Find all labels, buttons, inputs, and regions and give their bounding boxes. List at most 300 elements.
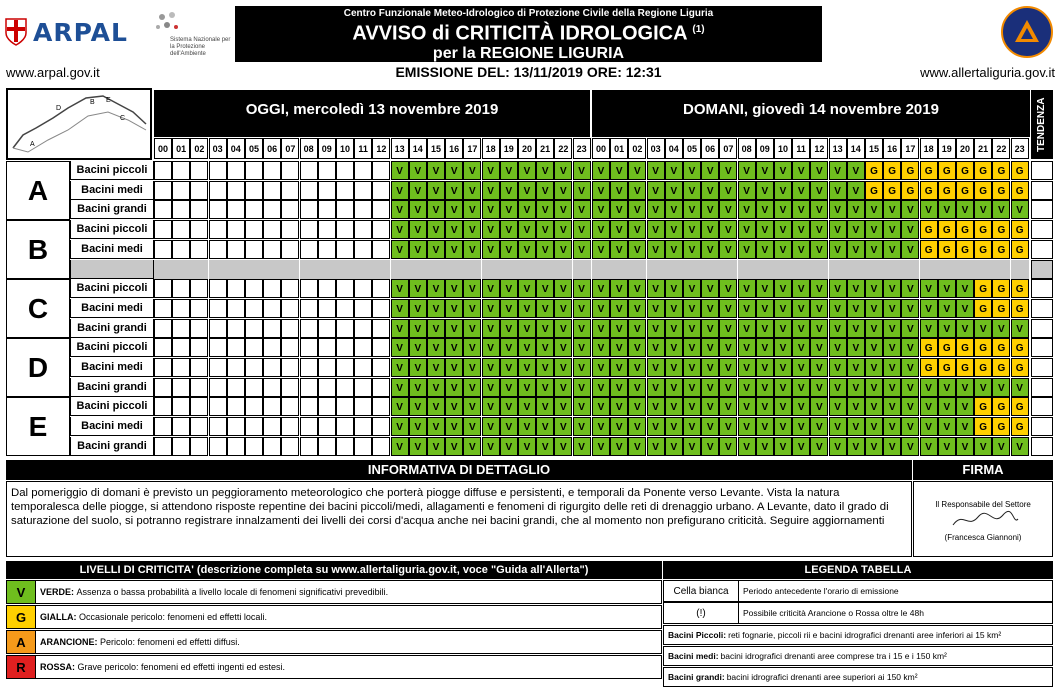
criticality-cell: V [482,161,500,180]
criticality-cell: V [701,338,719,357]
hour-header: 10 [774,138,792,159]
criticality-cell: V [774,220,792,239]
criticality-cell [336,299,354,318]
criticality-cell: V [391,220,409,239]
criticality-cell: V [701,397,719,416]
criticality-cell: V [592,181,610,200]
criticality-cell: V [647,338,665,357]
criticality-cell: V [500,181,518,200]
criticality-cell: V [920,319,938,338]
criticality-cell: V [683,299,701,318]
hour-header: 03 [647,138,665,159]
hour-header: 06 [701,138,719,159]
criticality-cell: V [592,240,610,259]
criticality-cell: G [974,417,992,436]
criticality-cell [154,397,172,416]
criticality-cell [172,417,190,436]
criticality-cell [956,260,974,279]
criticality-cell: V [610,279,628,298]
criticality-cell [883,260,901,279]
basin-label: Bacini piccoli [70,161,154,180]
criticality-cell: V [554,417,572,436]
criticality-cell: V [427,358,445,377]
criticality-cell: V [554,378,572,397]
criticality-cell: V [427,161,445,180]
hour-header: 23 [1011,138,1029,159]
criticality-cell [154,417,172,436]
criticality-cell: V [938,200,956,219]
criticality-cell: V [409,397,427,416]
tendenza-cell [1031,240,1053,259]
criticality-cell: V [883,299,901,318]
criticality-cell: V [683,338,701,357]
criticality-cell [318,240,336,259]
criticality-cell: V [810,299,828,318]
legend-basin-value: bacini idrografici drenanti aree comprese tra i 15 e i 150 km² [720,651,947,661]
criticality-cell: G [992,358,1010,377]
criticality-cell [263,338,281,357]
criticality-cell [190,299,208,318]
zone-label: C [6,279,70,338]
criticality-cell: V [647,319,665,338]
criticality-cell: G [1011,220,1029,239]
criticality-cell: V [774,279,792,298]
criticality-cell: V [409,161,427,180]
hour-header: 10 [336,138,354,159]
criticality-cell: V [628,220,646,239]
criticality-cell [190,279,208,298]
criticality-cell: V [573,240,591,259]
criticality-cell [281,417,299,436]
criticality-cell: V [719,319,737,338]
level-row [6,605,662,629]
criticality-cell: V [463,338,481,357]
criticality-cell: V [463,417,481,436]
criticality-cell: V [719,161,737,180]
criticality-cell: V [391,319,409,338]
criticality-cell [190,240,208,259]
criticality-cell: G [956,240,974,259]
criticality-cell [154,338,172,357]
criticality-cell: V [719,299,737,318]
hour-header: 14 [409,138,427,159]
criticality-cell [701,260,719,279]
criticality-cell: V [554,397,572,416]
hour-header: 02 [628,138,646,159]
tendenza-cell [1031,260,1053,279]
criticality-cell: V [974,200,992,219]
criticality-cell: V [792,417,810,436]
criticality-cell: V [409,200,427,219]
criticality-cell: V [847,378,865,397]
criticality-cell: G [992,417,1010,436]
criticality-cell: V [628,378,646,397]
criticality-cell [245,437,263,456]
criticality-cell: V [500,397,518,416]
arpal-logo [5,15,131,49]
arpal-logo-text: ARPAL [33,17,128,47]
criticality-cell [318,378,336,397]
criticality-cell [792,260,810,279]
criticality-cell [245,200,263,219]
basin-label: Bacini medi [70,181,154,200]
criticality-cell [227,260,245,279]
criticality-cell: G [974,181,992,200]
criticality-cell: V [628,397,646,416]
arpal-url[interactable]: www.arpal.gov.it [6,65,100,80]
criticality-cell: V [938,378,956,397]
page-subtitle: per la REGIONE LIGURIA [432,44,625,62]
tendenza-cell [1031,378,1053,397]
criticality-cell [281,240,299,259]
level-text: GIALLA: Occasionale pericolo: fenomeni ed effetti locali. [40,612,267,622]
criticality-cell: V [536,181,554,200]
criticality-cell: V [391,378,409,397]
criticality-cell: V [719,279,737,298]
criticality-cell [281,319,299,338]
criticality-cell: G [1011,181,1029,200]
criticality-cell: G [956,358,974,377]
criticality-cell [354,417,372,436]
criticality-cell [263,417,281,436]
criticality-cell: V [445,161,463,180]
criticality-cell: V [810,319,828,338]
today-label: OGGI, mercoledì 13 novembre 2019 [245,101,499,118]
hour-header: 00 [154,138,172,159]
criticality-cell: V [810,181,828,200]
criticality-cell: V [610,161,628,180]
criticality-cell: V [901,437,919,456]
criticality-cell: V [865,319,883,338]
criticality-cell: V [792,240,810,259]
criticality-cell: V [409,338,427,357]
criticality-cell: V [829,181,847,200]
criticality-cell [209,397,227,416]
criticality-cell: V [756,181,774,200]
criticality-cell: V [938,299,956,318]
criticality-cell: V [391,279,409,298]
basin-label: Bacini grandi [70,200,154,219]
criticality-cell [300,200,318,219]
criticality-cell: V [445,181,463,200]
criticality-cell [190,338,208,357]
zone-map [6,88,152,160]
criticality-cell: V [409,240,427,259]
tendenza-cell [1031,279,1053,298]
criticality-cell: V [774,358,792,377]
criticality-cell: V [1011,319,1029,338]
criticality-cell: V [810,358,828,377]
criticality-cell: V [500,299,518,318]
criticality-cell [227,437,245,456]
criticality-cell: V [847,397,865,416]
criticality-cell: V [883,240,901,259]
criticality-cell: V [883,220,901,239]
criticality-cell: V [701,358,719,377]
hour-header: 19 [938,138,956,159]
criticality-cell: V [463,358,481,377]
criticality-cell: V [774,161,792,180]
criticality-cell: V [482,437,500,456]
criticality-cell: V [500,220,518,239]
map-label-a: A [30,141,35,148]
criticality-cell: V [573,200,591,219]
criticality-cell: V [573,378,591,397]
criticality-cell: V [774,397,792,416]
criticality-cell: V [391,181,409,200]
hour-header: 14 [847,138,865,159]
criticality-cell: V [810,378,828,397]
criticality-cell [372,417,390,436]
criticality-cell: V [701,240,719,259]
criticality-cell [300,417,318,436]
criticality-cell [154,240,172,259]
criticality-cell: V [628,417,646,436]
criticality-cell [318,181,336,200]
criticality-cell: V [573,220,591,239]
criticality-cell: V [500,161,518,180]
criticality-cell: V [391,338,409,357]
criticality-cell: G [938,358,956,377]
criticality-cell: V [829,220,847,239]
criticality-cell [263,181,281,200]
hour-header: 23 [573,138,591,159]
criticality-cell [336,397,354,416]
criticality-cell: V [518,358,536,377]
criticality-cell [354,220,372,239]
criticality-cell: V [683,358,701,377]
basin-label: Bacini grandi [70,437,154,456]
criticality-cell: V [500,437,518,456]
criticality-cell [354,299,372,318]
criticality-cell: V [463,437,481,456]
criticality-cell [518,260,536,279]
criticality-cell [372,319,390,338]
criticality-cell: V [427,220,445,239]
criticality-cell [300,299,318,318]
criticality-cell: V [573,299,591,318]
tendenza-cell [1031,181,1053,200]
level-name: VERDE: [40,587,77,597]
criticality-cell [209,200,227,219]
criticality-cell [263,319,281,338]
criticality-cell: V [518,417,536,436]
criticality-cell: V [792,200,810,219]
criticality-cell: V [719,358,737,377]
criticality-cell: V [683,181,701,200]
criticality-cell: V [756,358,774,377]
criticality-cell: V [665,417,683,436]
criticality-cell [829,260,847,279]
criticality-cell: V [628,161,646,180]
criticality-cell: V [628,200,646,219]
map-label-e: E [106,97,111,104]
criticality-cell: V [409,220,427,239]
criticality-cell [172,200,190,219]
criticality-cell: V [647,378,665,397]
level-row [6,655,662,679]
criticality-cell [172,279,190,298]
criticality-cell: G [974,338,992,357]
criticality-cell [172,437,190,456]
level-swatch: R [7,656,36,678]
criticality-cell: V [610,397,628,416]
criticality-cell [318,200,336,219]
criticality-cell: V [647,279,665,298]
criticality-cell: V [665,358,683,377]
criticality-cell: V [573,397,591,416]
criticality-cell: V [829,299,847,318]
criticality-cell: V [920,200,938,219]
criticality-cell [372,181,390,200]
criticality-cell: G [1011,417,1029,436]
criticality-cell [409,260,427,279]
criticality-cell: V [865,378,883,397]
criticality-cell: G [1011,299,1029,318]
criticality-cell: V [956,378,974,397]
criticality-cell [154,378,172,397]
criticality-cell: V [719,417,737,436]
criticality-cell: V [847,240,865,259]
criticality-cell: V [536,240,554,259]
criticality-cell: V [974,437,992,456]
criticality-cell [190,181,208,200]
criticality-cell: V [719,200,737,219]
basin-label: Bacini piccoli [70,397,154,416]
legend-basin-key: Bacini medi: [668,651,719,661]
criticality-cell: V [901,220,919,239]
criticality-cell: V [463,319,481,338]
criticality-cell: V [647,220,665,239]
criticality-cell: V [701,181,719,200]
criticality-cell [227,279,245,298]
criticality-cell: V [445,319,463,338]
criticality-cell [245,220,263,239]
criticality-cell: V [554,181,572,200]
criticality-cell [372,299,390,318]
criticality-cell: V [409,358,427,377]
criticality-cell: G [901,161,919,180]
criticality-cell: V [756,220,774,239]
criticality-cell: V [500,279,518,298]
criticality-cell [172,181,190,200]
criticality-cell: V [738,358,756,377]
criticality-cell: V [938,417,956,436]
criticality-cell [263,279,281,298]
criticality-cell: G [974,397,992,416]
criticality-cell [336,260,354,279]
criticality-cell: V [829,437,847,456]
basin-label: Bacini piccoli [70,220,154,239]
criticality-cell [536,260,554,279]
criticality-cell: V [956,437,974,456]
criticality-cell [281,338,299,357]
criticality-cell: V [810,200,828,219]
criticality-cell: V [482,200,500,219]
criticality-cell: V [865,299,883,318]
criticality-cell [318,279,336,298]
hour-header: 13 [829,138,847,159]
criticality-cell: G [974,279,992,298]
title-box [235,6,822,62]
criticality-cell [974,260,992,279]
criticality-cell [245,378,263,397]
criticality-cell: V [518,319,536,338]
basin-label: Bacini medi [70,417,154,436]
criticality-cell [172,378,190,397]
allertaliguria-url[interactable]: www.allertaliguria.gov.it [920,65,1055,80]
criticality-cell: V [610,437,628,456]
criticality-cell: V [665,220,683,239]
criticality-cell: V [536,358,554,377]
criticality-cell: V [829,397,847,416]
criticality-cell: V [409,417,427,436]
criticality-cell: V [683,240,701,259]
criticality-cell [354,319,372,338]
criticality-cell: V [738,397,756,416]
criticality-cell: V [554,240,572,259]
liguria-map-icon [8,90,150,158]
criticality-cell: G [1011,161,1029,180]
criticality-cell: V [518,437,536,456]
criticality-cell: V [738,417,756,436]
criticality-cell: V [482,220,500,239]
criticality-cell: V [829,279,847,298]
criticality-cell: V [518,200,536,219]
hour-header: 21 [974,138,992,159]
criticality-cell: V [665,200,683,219]
criticality-cell: V [518,220,536,239]
criticality-cell: V [391,397,409,416]
hour-header: 20 [518,138,536,159]
criticality-cell: V [920,417,938,436]
criticality-cell [300,319,318,338]
criticality-cell: V [920,378,938,397]
criticality-cell: V [883,417,901,436]
criticality-cell: V [463,200,481,219]
basin-label: Bacini piccoli [70,279,154,298]
criticality-cell [172,240,190,259]
criticality-cell [190,200,208,219]
criticality-cell: V [482,358,500,377]
criticality-cell [300,358,318,377]
criticality-cell: V [883,200,901,219]
criticality-cell: V [536,299,554,318]
criticality-cell: V [1011,437,1029,456]
criticality-cell: V [482,338,500,357]
criticality-cell [281,378,299,397]
criticality-cell [463,260,481,279]
criticality-cell [245,260,263,279]
criticality-cell [209,220,227,239]
criticality-cell: V [518,338,536,357]
criticality-cell: V [738,437,756,456]
criticality-cell: V [518,161,536,180]
criticality-cell [245,417,263,436]
criticality-cell: V [391,240,409,259]
criticality-cell: V [445,378,463,397]
criticality-cell: V [573,181,591,200]
criticality-cell [318,338,336,357]
criticality-cell: G [956,338,974,357]
criticality-cell [245,181,263,200]
criticality-cell: V [409,319,427,338]
criticality-cell: V [482,240,500,259]
criticality-cell: V [610,220,628,239]
criticality-cell [245,319,263,338]
criticality-cell: V [683,161,701,180]
hour-header: 01 [610,138,628,159]
